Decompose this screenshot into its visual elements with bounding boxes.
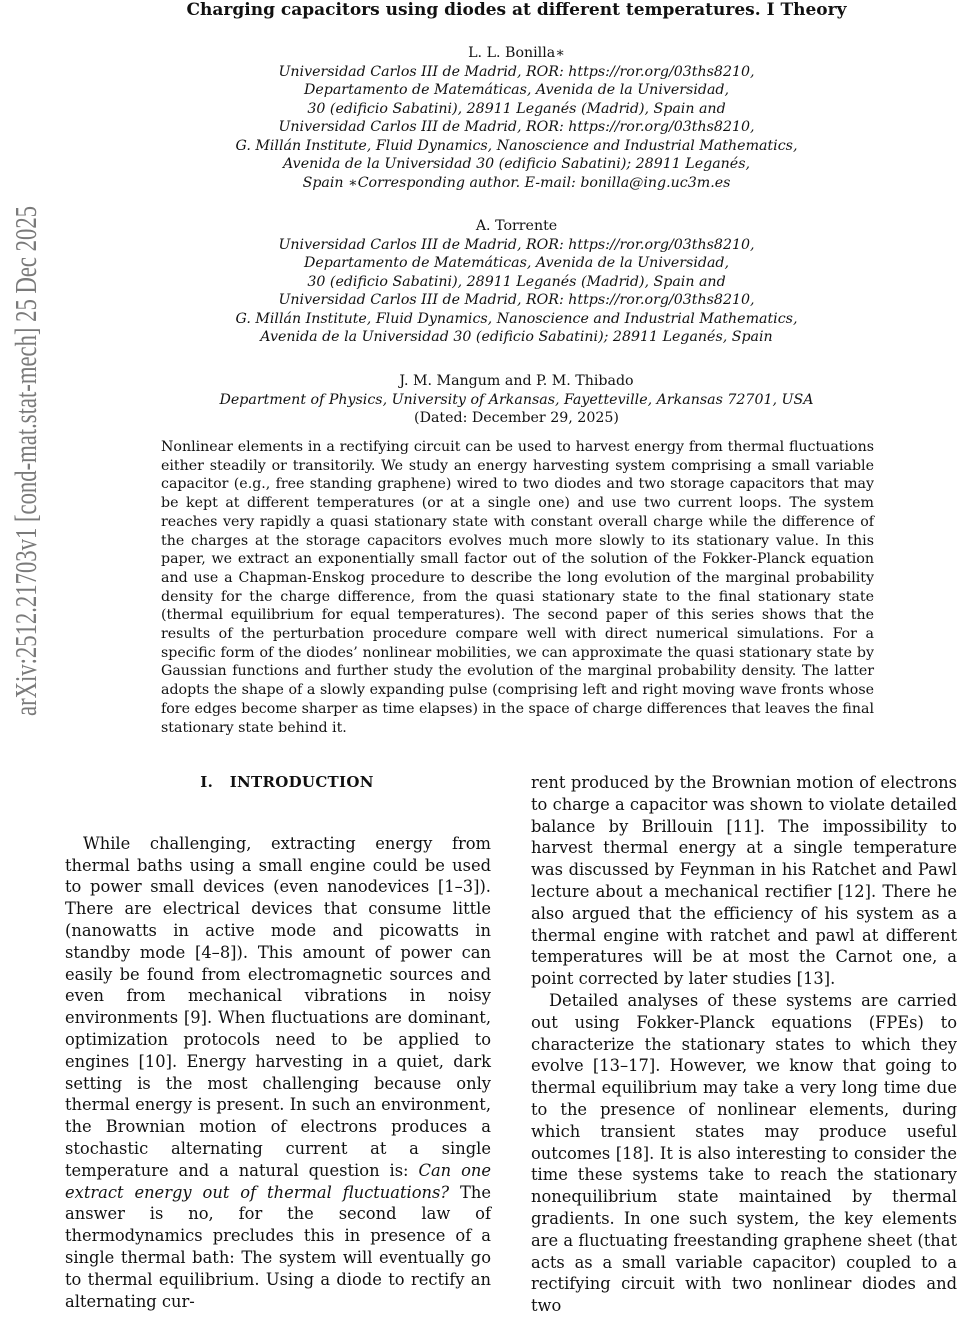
intro-paragraph-1-text: While challenging, extracting energy from thermal baths using a small engine could be used to power small devices (even nanodevices [1–3]). There are electrical devices that consume little (nanowatts in active mode and picowatts in standby mode [4–8]). This amount of power can easily be found from electromagnetic sources and even from mechanical vibrations in noisy environments [9]. When fluctuations are dominant, optimization protocols need to be applied to engines [10]. Energy harvesting in a quiet, dark setting is the most challenging because only thermal energy is present. In such an environment, the Brownian motion of electrons produces a stochastic alternating current at a single temperature and a natural question is:	[65, 833, 491, 1180]
affiliation-line: Universidad Carlos III de Madrid, ROR: https://ror.org/03ths8210,	[278, 236, 755, 253]
affiliation-line: G. Millán Institute, Fluid Dynamics, Nanoscience and Industrial Mathematics,	[235, 137, 798, 154]
dated-line: (Dated: December 29, 2025)	[414, 410, 619, 426]
affiliation-line: 30 (edificio Sabatini), 28911 Leganés (Madrid), Spain and	[307, 100, 726, 117]
abstract: Nonlinear elements in a rectifying circuit can be used to harvest energy from thermal fluctuations either steadily or transitorily. We study an energy harvesting system comprising a small variable capacitor (e.g., free standing graphene) wired to two diodes and two storage capacitors that may be kept at different temperatures (or at a single one) and use two current loops. The system reaches very rapidly a quasi stationary state with constant overall charge while the difference of the charges at the storage capacitors evolves much more slowly to its stationary value. In this paper, we extract an exponentially small factor out of the solution of the Fokker-Planck equation and use a Chapman-Enskog procedure to describe the long evolution of the marginal probability density for the charge difference, from the quasi stationary state to the final stationary state (thermal equilibrium for equal temperatures). The second paper of this series shows that the results of the perturbation procedure compare well with direct numerical simulations. For a specific form of the diodes’ nonlinear mobilities, we can approximate the quasi stationary state by Gaussian functions and further study the evolution of the marginal probability density. The latter adopts the shape of a slowly expanding pulse (comprising left and right moving wave fronts whose fore edges become sharper as time elapses) in the space of charge differences that leaves the final stationary state behind it.	[161, 439, 874, 736]
intro-paragraph-1-tail: The answer is no, for the second law of thermodynamics precludes this in presence of a single thermal bath: The system will eventually go to thermal equilibrium. Using a diode to rectify an alternating cur-	[65, 1182, 492, 1311]
affiliation-line: G. Millán Institute, Fluid Dynamics, Nanoscience and Industrial Mathematics,	[235, 310, 798, 327]
section-number: I.	[200, 773, 214, 791]
paper-title: Charging capacitors using diodes at different temperatures. I Theory	[186, 0, 847, 20]
author-name: A. Torrente	[475, 218, 558, 234]
section-title: INTRODUCTION	[229, 773, 374, 791]
author-block-3	[140, 372, 893, 428]
right-column	[531, 772, 957, 1317]
affiliation-line: 30 (edificio Sabatini), 28911 Leganés (Madrid), Spain and	[307, 273, 726, 290]
affiliation-line: Spain ∗Corresponding author. E-mail: bonilla@ing.uc3m.es	[302, 174, 731, 191]
affiliation-line: Avenida de la Universidad 30 (edificio Sabatini); 28911 Leganés, Spain	[260, 329, 773, 345]
affiliation-line: Universidad Carlos III de Madrid, ROR: https://ror.org/03ths8210,	[278, 63, 755, 80]
arxiv-identifier-text: arXiv:2512.21703v1 [cond-mat.stat-mech] 25 Dec 2025	[8, 200, 43, 716]
intro-paragraph-1	[65, 833, 491, 1313]
section-heading	[65, 772, 491, 794]
author-block-1	[140, 44, 893, 192]
affiliation-line: Departamento de Matemáticas, Avenida de la Universidad,	[304, 255, 729, 271]
affiliation-line: Universidad Carlos III de Madrid, ROR: https://ror.org/03ths8210,	[278, 292, 755, 308]
author-name: J. M. Mangum and P. M. Thibado	[399, 373, 634, 389]
affiliation-line: Avenida de la Universidad 30 (edificio Sabatini); 28911 Leganés,	[283, 156, 750, 172]
intro-paragraph-1-continued: rent produced by the Brownian motion of electrons to charge a capacitor was shown to violate detailed balance by Brillouin [11]. The impossibility to harvest thermal energy at a single temperature was discussed by Feynman in his Ratchet and Pawl lecture about a mechanical rectifier [12]. There he also argued that the efficiency of his system as a thermal engine with ratchet and pawl at different temperatures will be at most the Carnot one, a point corrected by later studies [13].	[531, 773, 957, 989]
affiliation-line: Departamento de Matemáticas, Avenida de la Universidad,	[304, 82, 729, 98]
intro-paragraph-2: Detailed analyses of these systems are carried out using Fokker-Planck equations (FPEs) to characterize the stationary states to which they evolve [13–17]. However, we know that going to thermal equilibrium may take a very long time due to the presence of nonlinear elements, during which transient states may produce useful outcomes [18]. It is also interesting to consider the time these systems take to reach the stationary nonequilibrium state maintained by thermal gradients. In one such system, the key elements are a fluctuating freestanding graphene sheet (that acts as a small variable capacitor) coupled to a rectifying circuit with two nonlinear diodes and two	[531, 990, 957, 1316]
arxiv-identifier	[0, 200, 48, 720]
affiliation-line: Department of Physics, University of Arkansas, Fayetteville, Arkansas 72701, USA	[219, 391, 814, 408]
left-column	[65, 772, 491, 1312]
author-name: L. L. Bonilla∗	[468, 45, 565, 61]
affiliation-line: Universidad Carlos III de Madrid, ROR: https://ror.org/03ths8210,	[278, 119, 755, 135]
author-block-2	[140, 217, 893, 347]
intro-question: Can one extract energy out of thermal fluctuations?	[65, 1160, 491, 1202]
